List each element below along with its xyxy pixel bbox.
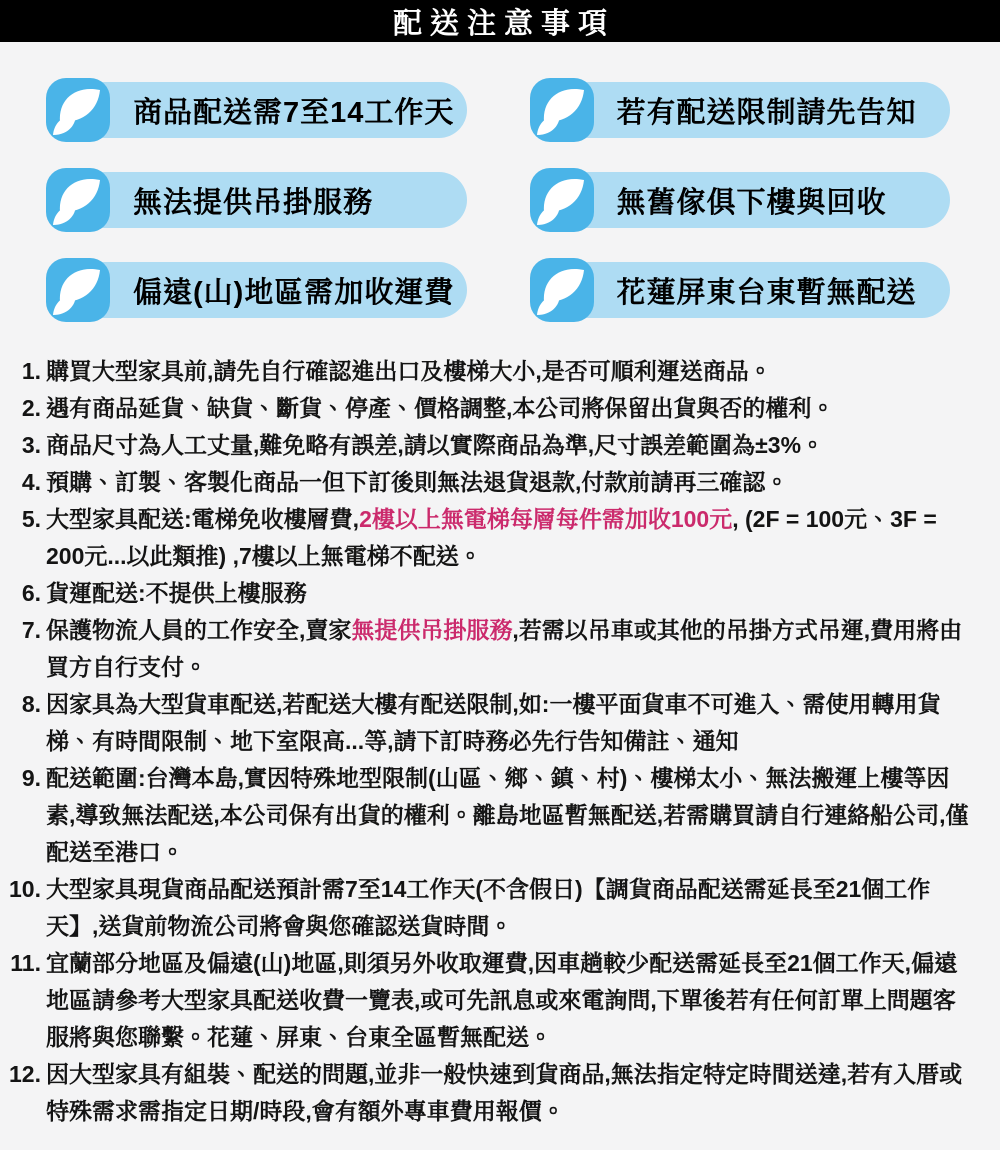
badge-pill — [559, 82, 951, 138]
note-segment: 遇有商品延貨、缺貨、斷貨、停產、價格調整,本公司將保留出貨與否的權利。 — [46, 395, 835, 421]
badge-pill — [75, 172, 467, 228]
badge-pill — [75, 82, 467, 138]
note-segment: 因家具為大型貨車配送,若配送大樓有配送限制,如:一樓平面貨車不可進入、需使用轉用貨梯、有時間限制、地下室限高...等,請下訂時務必先行告知備註、通知 — [46, 691, 941, 754]
note-segment: 購買大型家具前,請先自行確認進出口及樓梯大小,是否可順利運送商品。 — [46, 358, 772, 384]
leaf-icon — [45, 77, 111, 143]
note-text — [46, 871, 975, 945]
badge-delivery-limit — [529, 77, 951, 143]
note-segment: 因大型家具有組裝、配送的問題,並非一般快速到貨商品,無法指定特定時間送達,若有入厝或特殊需求需指定日期/時段,會有額外專車費用報價。 — [46, 1061, 963, 1124]
badge-pill — [75, 262, 467, 318]
note-number: 4. — [21, 469, 41, 495]
note-segment-highlight: 無提供吊掛服務 — [351, 617, 513, 643]
note-text — [46, 1056, 975, 1130]
note-segment: 宜蘭部分地區及偏遠(山)地區,則須另外收取運費,因車趟較少配送需延長至21個工作天,偏遠地區請參考大型家具配送收費一覽表,或可先訊息或來電詢問,下單後若有任何訂單上問題客服將與您聯繫。花蓮、屏東、台東全區暫無配送。 — [46, 950, 958, 1050]
badge-label: 偏遠(山)地區需加收運費 — [133, 276, 455, 309]
badge-label: 若有配送限制請先告知 — [616, 96, 917, 129]
badge-label: 商品配送需7至14工作天 — [133, 96, 455, 129]
note-text — [46, 575, 975, 612]
leaf-icon — [529, 167, 595, 233]
leaf-icon — [45, 167, 111, 233]
note-number: 8. — [21, 691, 41, 717]
note-item-8 — [0, 686, 975, 760]
badge-no-removal — [529, 167, 951, 233]
note-text — [46, 945, 975, 1056]
note-segment: , (2F = 100元、3F = 200元...以此類推) ,7樓以上無電梯不配送。 — [46, 506, 937, 569]
leaf-icon — [529, 257, 595, 323]
note-item-7 — [0, 612, 975, 686]
badge-no-east-delivery — [529, 257, 951, 323]
note-text — [46, 427, 975, 464]
leaf-icon — [529, 77, 595, 143]
badge-label: 花蓮屏東台東暫無配送 — [616, 276, 917, 309]
note-segment: 預購、訂製、客製化商品一但下訂後則無法退貨退款,付款前請再三確認。 — [46, 469, 789, 495]
page-header — [0, 0, 1000, 42]
note-number: 9. — [21, 765, 41, 791]
note-text — [46, 686, 975, 760]
notes-list — [0, 353, 1000, 1130]
badge-label: 無舊傢俱下樓與回收 — [616, 186, 887, 219]
note-number: 1. — [21, 358, 41, 384]
note-segment: 大型家具現貨商品配送預計需7至14工作天(不含假日)【調貨商品配送需延長至21個工作天】,送貨前物流公司將會與您確認送貨時間。 — [46, 876, 931, 939]
note-text — [46, 390, 975, 427]
note-number: 3. — [21, 432, 41, 458]
note-segment: 大型家具配送:電梯免收樓層費, — [46, 506, 360, 532]
note-text — [46, 612, 975, 686]
note-text — [46, 353, 975, 390]
note-number: 7. — [21, 617, 41, 643]
badge-remote-fee — [45, 257, 467, 323]
note-number: 10. — [9, 876, 41, 902]
note-segment: 配送範圍:台灣本島,實因特殊地型限制(山區、鄉、鎮、村)、樓梯太小、無法搬運上樓等因素,導致無法配送,本公司保有出貨的權利。離島地區暫無配送,若需購買請自行連絡船公司,僅配送至港口。 — [46, 765, 969, 865]
note-text — [46, 464, 975, 501]
note-text — [46, 501, 975, 575]
note-item-6 — [0, 575, 975, 612]
note-segment-highlight: 2樓以上無電梯每層每件需加收100元 — [359, 506, 733, 532]
note-segment: 商品尺寸為人工丈量,難免略有誤差,請以實際商品為準,尺寸誤差範圍為±3%。 — [46, 432, 825, 458]
badge-grid — [0, 42, 1000, 323]
badge-no-hoisting — [45, 167, 467, 233]
badge-pill — [559, 262, 951, 318]
badge-label: 無法提供吊掛服務 — [133, 186, 374, 219]
note-number: 12. — [9, 1061, 41, 1087]
note-item-2 — [0, 390, 975, 427]
page-title: 配送注意事項 — [392, 7, 615, 40]
note-number: 6. — [21, 580, 41, 606]
badge-pill — [559, 172, 951, 228]
note-segment: 貨運配送:不提供上樓服務 — [46, 580, 307, 606]
note-item-11 — [0, 945, 975, 1056]
note-segment: ,若需以吊車或其他的吊掛方式吊運,費用將由買方自行支付。 — [46, 617, 963, 680]
note-number: 5. — [21, 506, 41, 532]
note-item-1 — [0, 353, 975, 390]
note-segment: 保護物流人員的工作安全,賣家 — [46, 617, 352, 643]
note-item-12 — [0, 1056, 975, 1130]
note-item-5 — [0, 501, 975, 575]
note-number: 11. — [10, 950, 41, 976]
badge-delivery-days — [45, 77, 467, 143]
leaf-icon — [45, 257, 111, 323]
note-item-9 — [0, 760, 975, 871]
note-number: 2. — [21, 395, 41, 421]
note-item-10 — [0, 871, 975, 945]
note-item-3 — [0, 427, 975, 464]
note-text — [46, 760, 975, 871]
note-item-4 — [0, 464, 975, 501]
